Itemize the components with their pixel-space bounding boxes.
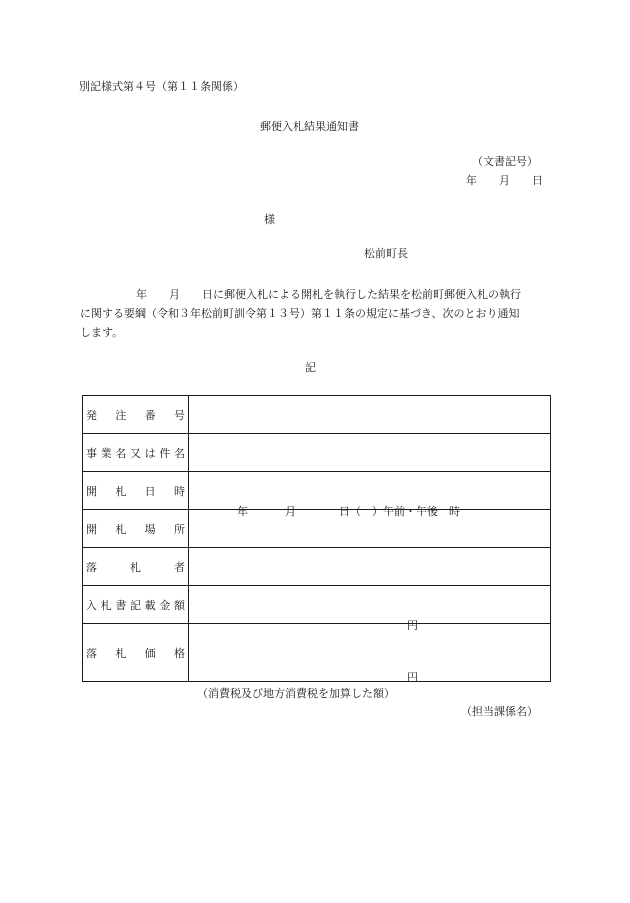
- table-row-project-name: [83, 434, 551, 472]
- table-row-order-number: [83, 396, 551, 434]
- tax-note: （消費税及び地方消費税を加算した額）: [197, 686, 395, 700]
- department-name: （担当課係名）: [461, 705, 538, 718]
- sender: 松前町長: [364, 247, 408, 260]
- ki-heading: 記: [305, 361, 316, 374]
- table-row-winning-price: [83, 624, 551, 682]
- row-label: 発注番号: [86, 408, 185, 422]
- month-text: 月: [285, 504, 296, 518]
- label-cell: [83, 624, 189, 682]
- table-row-winning-bidder: [83, 548, 551, 586]
- label-cell: [83, 472, 189, 510]
- label-cell: [83, 548, 189, 586]
- body-line-1: 年 月 日に郵便入札による開札を執行した結果を松前町郵便入札の執行: [136, 288, 521, 301]
- body-text: [80, 285, 552, 342]
- row-label: 開札日時: [86, 484, 185, 498]
- value-cell: [189, 624, 551, 700]
- day-time-text: 日（ ）午前・午後 時: [339, 504, 460, 518]
- row-label: 落札者: [86, 560, 185, 574]
- form-number: 別記様式第４号（第１１条関係）: [79, 80, 244, 93]
- row-label: 落札価格: [86, 646, 185, 660]
- document-date: 年 月 日: [466, 174, 543, 187]
- label-cell: [83, 434, 189, 472]
- value-cell: [189, 396, 551, 434]
- label-cell: [83, 586, 189, 624]
- row-label: 開札場所: [86, 522, 185, 536]
- body-line-2: に関する要綱（令和３年松前町訓令第１３号）第１１条の規定に基づき、次のとおり通知: [80, 307, 520, 320]
- table-row-opening-datetime: [83, 472, 551, 510]
- body-line-3: します。: [80, 326, 124, 339]
- value-cell: [189, 472, 551, 518]
- document-reference: （文書記号）: [472, 155, 538, 168]
- value-cell: [189, 434, 551, 472]
- table-row-opening-place: [83, 510, 551, 548]
- value-cell: [189, 548, 551, 586]
- yen-unit: 円: [407, 618, 418, 632]
- document-title: 郵便入札結果通知書: [260, 120, 359, 133]
- table-row-bid-amount: [83, 586, 551, 624]
- label-cell: [83, 510, 189, 548]
- label-cell: [83, 396, 189, 434]
- row-label: 事業名又は件名: [86, 446, 185, 460]
- year-text: 年: [237, 504, 248, 518]
- yen-unit: 円: [407, 670, 418, 684]
- result-table: [82, 395, 551, 700]
- row-label: 入札書記載金額: [86, 598, 185, 612]
- addressee: 様: [264, 213, 275, 226]
- value-cell: [189, 586, 551, 632]
